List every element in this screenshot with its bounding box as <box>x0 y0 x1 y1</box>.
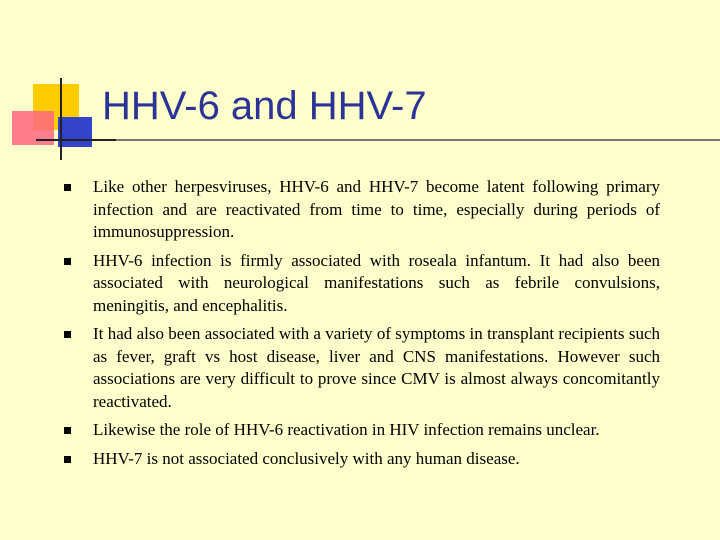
square-bullet-icon <box>64 427 71 434</box>
bullet-text: Likewise the role of HHV-6 reactivation in HIV infection remains unclear. <box>93 420 600 439</box>
bullet-item <box>64 323 660 413</box>
square-bullet-icon <box>64 258 71 265</box>
bullet-list <box>64 176 660 476</box>
bullet-text: Like other herpesviruses, HHV-6 and HHV-7 become latent following primary infection and are reactivated from time to time, especially during periods of immunosuppression. <box>93 177 660 241</box>
bullet-text: It had also been associated with a variety of symptoms in transplant recipients such as fever, graft vs host disease, liver and CNS manifestations. However such associations are very difficult to prove since CMV is almost always concomitantly reactivated. <box>93 324 660 411</box>
decorative-blue-square <box>58 117 92 147</box>
bullet-text: HHV-6 infection is firmly associated with roseala infantum. It had also been associated with neurological manifestations such as febrile convulsions, meningitis, and encephalitis. <box>93 250 660 315</box>
square-bullet-icon <box>64 331 71 338</box>
bullet-text: HHV-7 is not associated conclusively with any human disease. <box>93 448 520 468</box>
slide-title: HHV-6 and HHV-7 <box>102 84 427 128</box>
square-bullet-icon <box>64 184 71 191</box>
bullet-item <box>64 448 660 471</box>
title-underline <box>36 139 720 141</box>
bullet-item <box>64 250 660 318</box>
title-underline-accent <box>36 139 116 141</box>
decorative-vertical-line <box>60 78 62 160</box>
square-bullet-icon <box>64 456 71 463</box>
bullet-item <box>64 419 660 442</box>
bullet-item <box>64 176 660 244</box>
